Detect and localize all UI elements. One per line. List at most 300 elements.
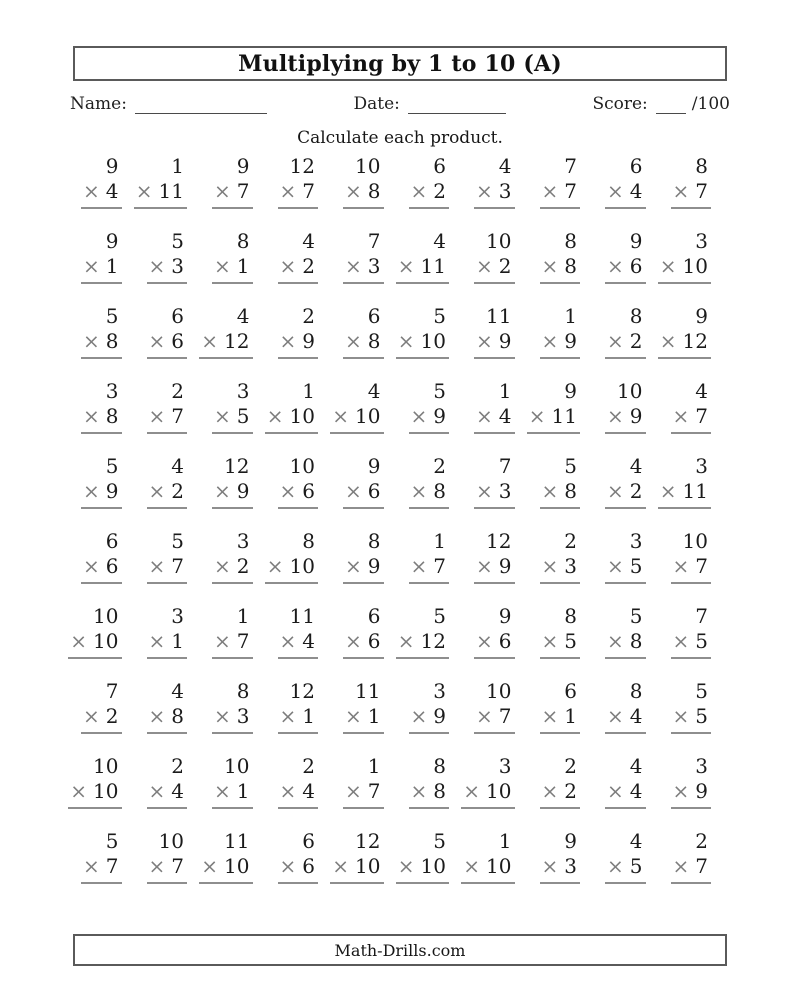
multiplication-problem xyxy=(658,229,711,284)
multiplication-problem xyxy=(461,754,514,809)
multiplication-problem xyxy=(147,229,188,284)
multiplier-row xyxy=(278,854,319,884)
page-title: Multiplying by 1 to 10 (A) xyxy=(238,50,562,77)
score-blank-line xyxy=(656,96,686,114)
problem-cell xyxy=(517,379,583,454)
multiplier: 5 xyxy=(564,629,577,653)
multiplier: 9 xyxy=(367,554,381,578)
times-icon: × xyxy=(607,779,624,803)
multiplier: 7 xyxy=(498,704,512,728)
times-icon: × xyxy=(83,404,100,428)
multiplier-row xyxy=(540,179,581,209)
multiplier-row xyxy=(212,554,253,584)
times-icon: × xyxy=(83,254,100,278)
times-icon: × xyxy=(463,779,481,803)
multiplier-row xyxy=(605,479,646,509)
multiplication-problem xyxy=(671,754,712,809)
multiplication-problem xyxy=(658,454,711,509)
multiplication-problem xyxy=(265,379,318,434)
multiplication-problem xyxy=(605,754,646,809)
multiplier-row xyxy=(343,479,384,509)
multiplicand: 5 xyxy=(433,304,446,328)
multiplicand: 2 xyxy=(695,829,708,853)
multiplier: 10 xyxy=(486,779,512,803)
multiplicand: 4 xyxy=(433,229,446,253)
times-icon: × xyxy=(397,254,415,278)
problem-cell xyxy=(648,604,714,679)
times-icon: × xyxy=(607,179,624,203)
multiplicand: 8 xyxy=(695,154,708,178)
multiplicand: 9 xyxy=(695,304,708,328)
multiplier-row xyxy=(540,329,581,359)
multiplicand: 10 xyxy=(289,454,315,478)
multiplier-row xyxy=(396,854,449,884)
problem-cell xyxy=(189,454,255,529)
multiplier: 7 xyxy=(105,854,119,878)
times-icon: × xyxy=(541,254,559,278)
problem-cell xyxy=(386,229,452,304)
problem-cell xyxy=(451,379,517,454)
problems-grid xyxy=(58,154,713,904)
multiplier: 7 xyxy=(171,854,184,878)
multiplier: 11 xyxy=(158,179,184,203)
multiplication-problem xyxy=(474,679,515,734)
multiplication-problem xyxy=(343,229,384,284)
multiplicand: 5 xyxy=(629,604,643,628)
multiplicand: 1 xyxy=(433,529,446,553)
multiplier: 1 xyxy=(236,779,250,803)
footer-site-name: Math-Drills.com xyxy=(334,940,466,960)
multiplier: 2 xyxy=(629,329,643,353)
problem-cell xyxy=(648,529,714,604)
multiplicand: 9 xyxy=(105,154,119,178)
multiplication-problem xyxy=(212,604,253,659)
times-icon: × xyxy=(607,479,624,503)
multiplicand: 3 xyxy=(695,229,708,253)
multiplier-row xyxy=(671,704,712,734)
times-icon: × xyxy=(476,404,493,428)
multiplication-problem xyxy=(474,529,515,584)
times-icon: × xyxy=(70,779,88,803)
multiplication-problem xyxy=(81,454,122,509)
multiplier-row xyxy=(540,629,581,659)
multiplicand: 11 xyxy=(224,829,250,853)
problem-cell xyxy=(189,304,255,379)
multiplicand: 12 xyxy=(289,679,315,703)
multiplier: 7 xyxy=(695,554,708,578)
times-icon: × xyxy=(83,179,100,203)
multiplier-row xyxy=(540,854,581,884)
multiplier: 5 xyxy=(629,554,643,578)
problem-cell xyxy=(320,304,386,379)
problem-cell xyxy=(386,829,452,904)
name-blank-line xyxy=(135,96,267,114)
problem-cell xyxy=(124,754,190,829)
problem-cell xyxy=(58,529,124,604)
multiplication-problem xyxy=(134,154,187,209)
multiplier-row xyxy=(147,404,188,434)
multiplier-row xyxy=(147,254,188,284)
multiplier: 3 xyxy=(171,254,184,278)
multiplicand: 7 xyxy=(105,679,119,703)
multiplier-row xyxy=(212,629,253,659)
multiplier-row xyxy=(68,779,121,809)
multiplicand: 1 xyxy=(498,829,512,853)
problem-cell xyxy=(451,304,517,379)
multiplication-problem xyxy=(540,679,581,734)
multiplier: 10 xyxy=(289,404,315,428)
times-icon: × xyxy=(541,554,559,578)
multiplier: 3 xyxy=(498,179,512,203)
problem-cell xyxy=(58,829,124,904)
multiplier-row xyxy=(396,329,449,359)
problem-cell xyxy=(124,529,190,604)
multiplier-row xyxy=(671,854,712,884)
multiplication-problem xyxy=(540,454,581,509)
problem-cell xyxy=(124,379,190,454)
times-icon: × xyxy=(279,254,297,278)
multiplication-problem xyxy=(540,304,581,359)
problem-cell xyxy=(451,604,517,679)
multiplication-problem xyxy=(81,829,122,884)
score-label: Score: xyxy=(592,94,648,114)
multiplier: 1 xyxy=(564,704,577,728)
multiplier: 7 xyxy=(695,404,708,428)
times-icon: × xyxy=(148,629,166,653)
multiplicand: 3 xyxy=(171,604,184,628)
times-icon: × xyxy=(266,554,284,578)
problem-cell xyxy=(320,379,386,454)
multiplicand: 11 xyxy=(486,304,512,328)
multiplicand: 3 xyxy=(105,379,119,403)
times-icon: × xyxy=(672,179,690,203)
multiplier: 2 xyxy=(564,779,577,803)
multiplier: 6 xyxy=(367,629,381,653)
multiplication-problem xyxy=(81,529,122,584)
multiplicand: 8 xyxy=(367,529,381,553)
problem-cell xyxy=(124,454,190,529)
problem-cell xyxy=(582,529,648,604)
problem-cell xyxy=(255,754,321,829)
multiplicand: 8 xyxy=(564,229,577,253)
multiplication-problem xyxy=(68,604,121,659)
times-icon: × xyxy=(410,779,428,803)
multiplier-row xyxy=(147,629,188,659)
score-denominator: /100 xyxy=(691,94,730,114)
problem-cell xyxy=(255,679,321,754)
multiplication-problem xyxy=(658,304,711,359)
times-icon: × xyxy=(83,329,100,353)
times-icon: × xyxy=(148,854,166,878)
multiplier: 10 xyxy=(420,854,446,878)
multiplicand: 5 xyxy=(433,604,446,628)
multiplier-row xyxy=(212,404,253,434)
times-icon: × xyxy=(607,629,624,653)
multiplier-row xyxy=(212,254,253,284)
times-icon: × xyxy=(672,629,690,653)
times-icon: × xyxy=(476,479,493,503)
problem-cell xyxy=(517,679,583,754)
multiplicand: 1 xyxy=(302,379,315,403)
multiplication-problem xyxy=(278,304,319,359)
multiplier: 7 xyxy=(695,854,708,878)
multiplier: 9 xyxy=(433,404,446,428)
multiplier-row xyxy=(605,704,646,734)
times-icon: × xyxy=(541,329,559,353)
multiplier-row xyxy=(278,329,319,359)
times-icon: × xyxy=(607,254,624,278)
multiplication-problem xyxy=(330,379,383,434)
problem-cell xyxy=(451,754,517,829)
multiplicand: 1 xyxy=(564,304,577,328)
multiplication-problem xyxy=(474,604,515,659)
multiplicand: 4 xyxy=(629,454,643,478)
multiplier: 2 xyxy=(302,254,315,278)
multiplier-row xyxy=(658,329,711,359)
multiplier-row xyxy=(278,479,319,509)
multiplicand: 6 xyxy=(302,829,315,853)
times-icon: × xyxy=(214,704,231,728)
times-icon: × xyxy=(214,554,231,578)
multiplier-row xyxy=(605,779,646,809)
multiplication-problem xyxy=(671,829,712,884)
multiplier-row xyxy=(147,704,188,734)
times-icon: × xyxy=(659,254,677,278)
multiplier-row xyxy=(409,554,450,584)
multiplier-row xyxy=(147,554,188,584)
multiplier-row xyxy=(540,554,581,584)
instruction-text: Calculate each product. xyxy=(297,128,503,148)
multiplication-problem xyxy=(409,529,450,584)
multiplier-row xyxy=(81,479,122,509)
multiplier-row xyxy=(474,554,515,584)
multiplication-problem xyxy=(474,379,515,434)
multiplier: 9 xyxy=(498,554,512,578)
problem-cell xyxy=(320,604,386,679)
multiplicand: 5 xyxy=(433,379,446,403)
multiplication-problem xyxy=(605,454,646,509)
multiplicand: 9 xyxy=(629,229,643,253)
multiplicand: 7 xyxy=(367,229,381,253)
multiplication-problem xyxy=(671,154,712,209)
multiplier: 2 xyxy=(171,479,184,503)
multiplicand: 3 xyxy=(629,529,643,553)
problem-cell xyxy=(582,454,648,529)
multiplication-problem xyxy=(540,154,581,209)
multiplier-row xyxy=(68,629,121,659)
multiplication-problem xyxy=(278,229,319,284)
multiplicand: 1 xyxy=(236,604,250,628)
multiplicand: 3 xyxy=(695,754,708,778)
problem-cell xyxy=(255,829,321,904)
multiplication-problem xyxy=(278,754,319,809)
multiplier-row xyxy=(265,404,318,434)
multiplier-row xyxy=(605,179,646,209)
multiplication-problem xyxy=(396,229,449,284)
multiplicand: 5 xyxy=(105,454,119,478)
multiplier-row xyxy=(540,479,581,509)
multiplicand: 10 xyxy=(355,154,381,178)
multiplier-row xyxy=(605,554,646,584)
times-icon: × xyxy=(541,179,559,203)
times-icon: × xyxy=(410,179,428,203)
multiplicand: 2 xyxy=(433,454,446,478)
multiplicand: 2 xyxy=(302,754,315,778)
multiplication-problem xyxy=(527,379,580,434)
multiplicand: 7 xyxy=(498,454,512,478)
times-icon: × xyxy=(148,329,166,353)
multiplicand: 5 xyxy=(564,454,577,478)
problem-cell xyxy=(582,679,648,754)
multiplier: 7 xyxy=(433,554,446,578)
multiplicand: 9 xyxy=(564,379,577,403)
multiplication-problem xyxy=(671,529,712,584)
problem-cell xyxy=(582,829,648,904)
multiplier: 3 xyxy=(367,254,381,278)
multiplier-row xyxy=(409,779,450,809)
times-icon: × xyxy=(148,779,166,803)
multiplier: 8 xyxy=(105,329,119,353)
multiplier-row xyxy=(527,404,580,434)
multiplier-row xyxy=(147,329,188,359)
multiplier-row xyxy=(540,704,581,734)
multiplicand: 5 xyxy=(171,529,184,553)
multiplier: 6 xyxy=(302,854,315,878)
multiplier-row xyxy=(330,854,383,884)
multiplier: 9 xyxy=(629,404,643,428)
multiplication-problem xyxy=(81,154,122,209)
multiplicand: 9 xyxy=(564,829,577,853)
title-box xyxy=(73,46,727,81)
problem-cell xyxy=(386,454,452,529)
times-icon: × xyxy=(476,554,493,578)
multiplier: 8 xyxy=(171,704,184,728)
problem-cell xyxy=(648,754,714,829)
multiplier: 7 xyxy=(302,179,315,203)
times-icon: × xyxy=(672,704,690,728)
multiplicand: 9 xyxy=(105,229,119,253)
multiplier-row xyxy=(81,704,122,734)
multiplier: 6 xyxy=(105,554,119,578)
multiplication-problem xyxy=(343,304,384,359)
multiplier: 7 xyxy=(171,404,184,428)
multiplicand: 12 xyxy=(224,454,250,478)
problem-cell xyxy=(517,829,583,904)
multiplicand: 6 xyxy=(629,154,643,178)
multiplicand: 12 xyxy=(355,829,381,853)
multiplier: 11 xyxy=(420,254,446,278)
problem-cell xyxy=(255,304,321,379)
problem-cell xyxy=(386,154,452,229)
times-icon: × xyxy=(345,554,362,578)
multiplier: 1 xyxy=(302,704,315,728)
multiplier-row xyxy=(474,629,515,659)
multiplier-row xyxy=(671,779,712,809)
multiplier-row xyxy=(658,254,711,284)
multiplier: 7 xyxy=(236,629,250,653)
multiplicand: 6 xyxy=(367,304,381,328)
multiplication-problem xyxy=(605,604,646,659)
multiplication-problem xyxy=(605,829,646,884)
multiplier: 9 xyxy=(498,329,512,353)
problem-cell xyxy=(648,229,714,304)
problem-cell xyxy=(386,529,452,604)
multiplier: 9 xyxy=(236,479,250,503)
multiplication-problem xyxy=(474,229,515,284)
multiplier: 7 xyxy=(695,179,708,203)
multiplier-row xyxy=(81,554,122,584)
multiplication-problem xyxy=(81,229,122,284)
multiplier-row xyxy=(605,629,646,659)
times-icon: × xyxy=(528,404,546,428)
multiplicand: 1 xyxy=(171,154,184,178)
problem-cell xyxy=(255,379,321,454)
problem-cell xyxy=(189,679,255,754)
multiplier: 10 xyxy=(682,254,708,278)
problem-cell xyxy=(124,604,190,679)
multiplication-problem xyxy=(409,379,450,434)
multiplication-problem xyxy=(278,154,319,209)
multiplicand: 3 xyxy=(695,454,708,478)
times-icon: × xyxy=(541,629,559,653)
multiplicand: 9 xyxy=(498,604,512,628)
multiplicand: 4 xyxy=(367,379,381,403)
times-icon: × xyxy=(397,629,415,653)
times-icon: × xyxy=(214,179,231,203)
problem-cell xyxy=(451,154,517,229)
times-icon: × xyxy=(476,254,493,278)
multiplication-problem xyxy=(605,229,646,284)
times-icon: × xyxy=(397,329,415,353)
times-icon: × xyxy=(345,704,362,728)
problem-cell xyxy=(386,604,452,679)
times-icon: × xyxy=(279,629,297,653)
times-icon: × xyxy=(148,254,166,278)
multiplier: 11 xyxy=(682,479,708,503)
multiplier: 9 xyxy=(433,704,446,728)
problem-cell xyxy=(517,154,583,229)
multiplication-problem xyxy=(147,529,188,584)
multiplier: 3 xyxy=(498,479,512,503)
times-icon: × xyxy=(410,704,428,728)
multiplier: 8 xyxy=(629,629,643,653)
times-icon: × xyxy=(279,179,297,203)
name-label: Name: xyxy=(70,94,127,114)
multiplication-problem xyxy=(147,379,188,434)
multiplier: 3 xyxy=(564,554,577,578)
multiplier: 1 xyxy=(105,254,119,278)
problem-cell xyxy=(648,829,714,904)
multiplier-row xyxy=(605,854,646,884)
times-icon: × xyxy=(410,479,428,503)
problem-cell xyxy=(582,754,648,829)
problem-cell xyxy=(320,454,386,529)
times-icon: × xyxy=(607,704,624,728)
problem-cell xyxy=(517,604,583,679)
times-icon: × xyxy=(345,179,362,203)
multiplication-problem xyxy=(147,754,188,809)
multiplicand: 4 xyxy=(171,454,184,478)
multiplier-row xyxy=(605,254,646,284)
multiplier: 4 xyxy=(302,629,315,653)
multiplication-problem xyxy=(474,154,515,209)
multiplier: 2 xyxy=(433,179,446,203)
info-row xyxy=(70,90,730,114)
problem-cell xyxy=(255,229,321,304)
multiplier-row xyxy=(474,254,515,284)
problem-cell xyxy=(255,529,321,604)
multiplier-row xyxy=(409,704,450,734)
